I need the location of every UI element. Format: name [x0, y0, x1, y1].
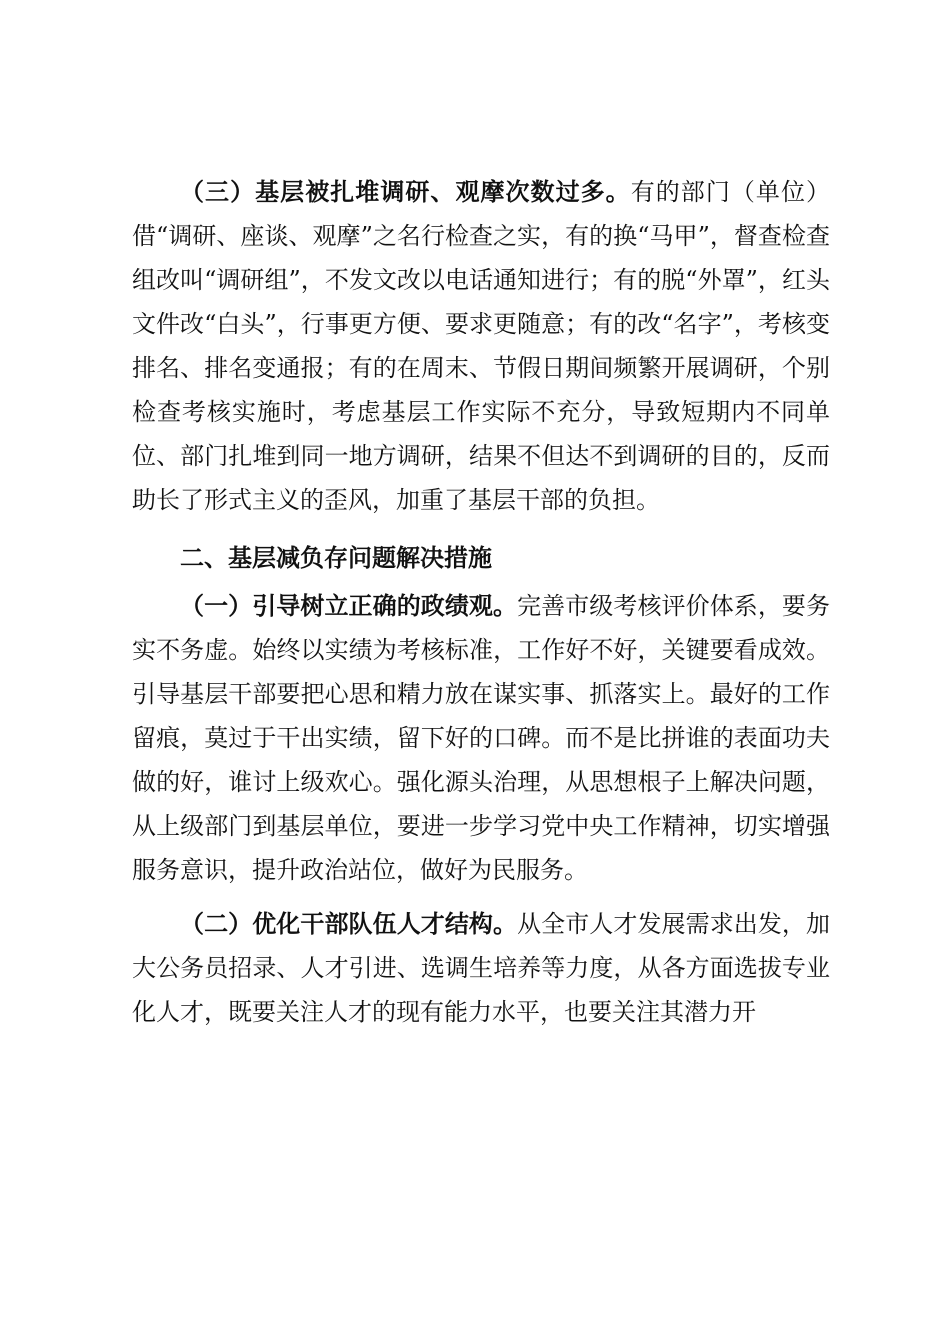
paragraph-text: 有的部门（单位）借“调研、座谈、观摩”之名行检查之实，有的换“马甲”，督查检查组改叫“调研组”，不发文改以电话通知进行；有的脱“外罩”，红头文件改“白头”，行事更方便、要求更随意；有的改“名字”，考核变排名、排名变通报；有的在周末、节假日期间频繁开展调研，个别检查考核实施时，考虑基层工作实际不充分，导致短期内不同单位、部门扎堆到同一地方调研，结果不但达不到调研的目的，反而助长了形式主义的歪风，加重了基层干部的负担。: [132, 178, 830, 514]
paragraph-measure-1: [132, 584, 830, 892]
paragraph-measure-2: [132, 902, 830, 1034]
paragraph-lead: （一）引导树立正确的政绩观。: [180, 591, 518, 620]
paragraph-lead: （二）优化干部队伍人才结构。: [180, 909, 518, 938]
paragraph-text: 完善市级考核评价体系，要务实不务虚。始终以实绩为考核标准，工作好不好，关键要看成效。引导基层干部要把心思和精力放在谋实事、抓落实上。最好的工作留痕，莫过于干出实绩，留下好的口碑。而不是比拼谁的表面功夫做的好，谁讨上级欢心。强化源头治理，从思想根子上解决问题，从上级部门到基层单位，要进一步学习党中央工作精神，切实增强服务意识，提升政治站位，做好为民服务。: [132, 592, 831, 884]
paragraph-text: 从全市人才发展需求出发，加大公务员招录、人才引进、选调生培养等力度，从各方面选拔专业化人才，既要关注人才的现有能力水平，也要关注其潜力开: [132, 910, 831, 1026]
section-heading: 二、基层减负存问题解决措施: [180, 544, 492, 572]
paragraph-lead: （三）基层被扎堆调研、观摩次数过多。: [180, 177, 631, 206]
paragraph-section-3: [132, 170, 830, 522]
document-body: [132, 170, 830, 1034]
